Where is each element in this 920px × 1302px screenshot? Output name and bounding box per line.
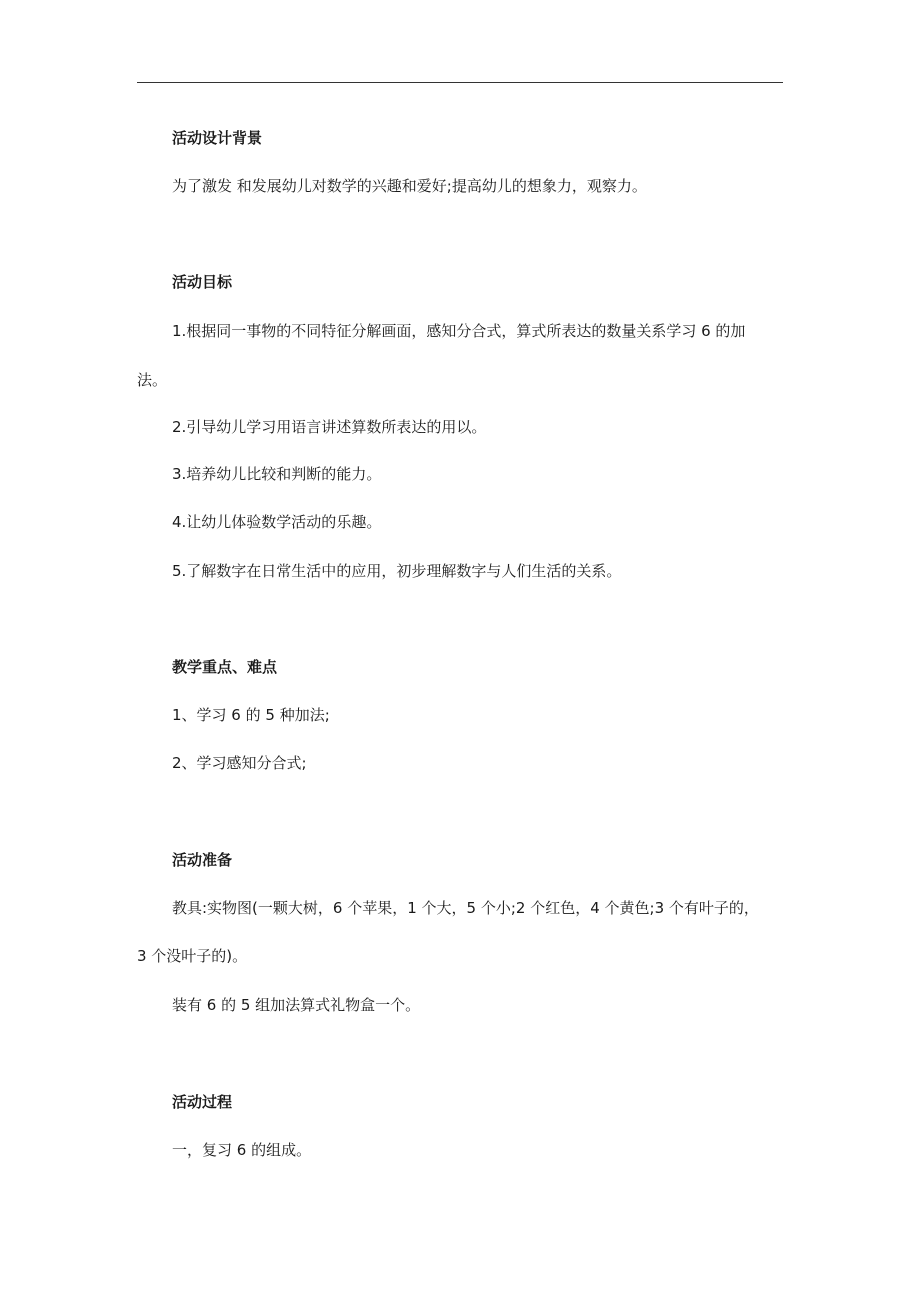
goal-item-5: 5.了解数字在日常生活中的应用，初步理解数字与人们生活的关系。 <box>172 562 622 580</box>
keypoint-item-1: 1、学习 6 的 5 种加法; <box>172 706 330 724</box>
paragraph-background: 为了激发 和发展幼儿对数学的兴趣和爱好;提高幼儿的想象力，观察力。 <box>172 177 647 195</box>
preparation-paragraph-1-line-1: 教具:实物图(一颗大树，6 个苹果，1 个大，5 个小;2 个红色，4 个黄色;3 个有叶子的， <box>172 899 759 917</box>
goal-item-3: 3.培养幼儿比较和判断的能力。 <box>172 465 382 483</box>
preparation-paragraph-2: 装有 6 的 5 组加法算式礼物盒一个。 <box>172 996 421 1014</box>
goal-item-2: 2.引导幼儿学习用语言讲述算数所表达的用以。 <box>172 418 487 436</box>
goal-item-4: 4.让幼儿体验数学活动的乐趣。 <box>172 513 382 531</box>
goal-item-1-line-1: 1.根据同一事物的不同特征分解画面，感知分合式，算式所表达的数量关系学习 6 的加 <box>172 322 746 340</box>
heading-process: 活动过程 <box>172 1093 233 1111</box>
keypoint-item-2: 2、学习感知分合式; <box>172 754 307 772</box>
heading-background: 活动设计背景 <box>172 129 263 147</box>
process-item-1: 一，复习 6 的组成。 <box>172 1141 312 1159</box>
header-rule <box>137 82 783 83</box>
preparation-paragraph-1-line-2: 3 个没叶子的)。 <box>137 947 248 965</box>
goal-item-1-line-2: 法。 <box>137 371 168 389</box>
heading-goals: 活动目标 <box>172 273 233 291</box>
heading-preparation: 活动准备 <box>172 851 233 869</box>
heading-keypoints: 教学重点、难点 <box>172 658 278 676</box>
